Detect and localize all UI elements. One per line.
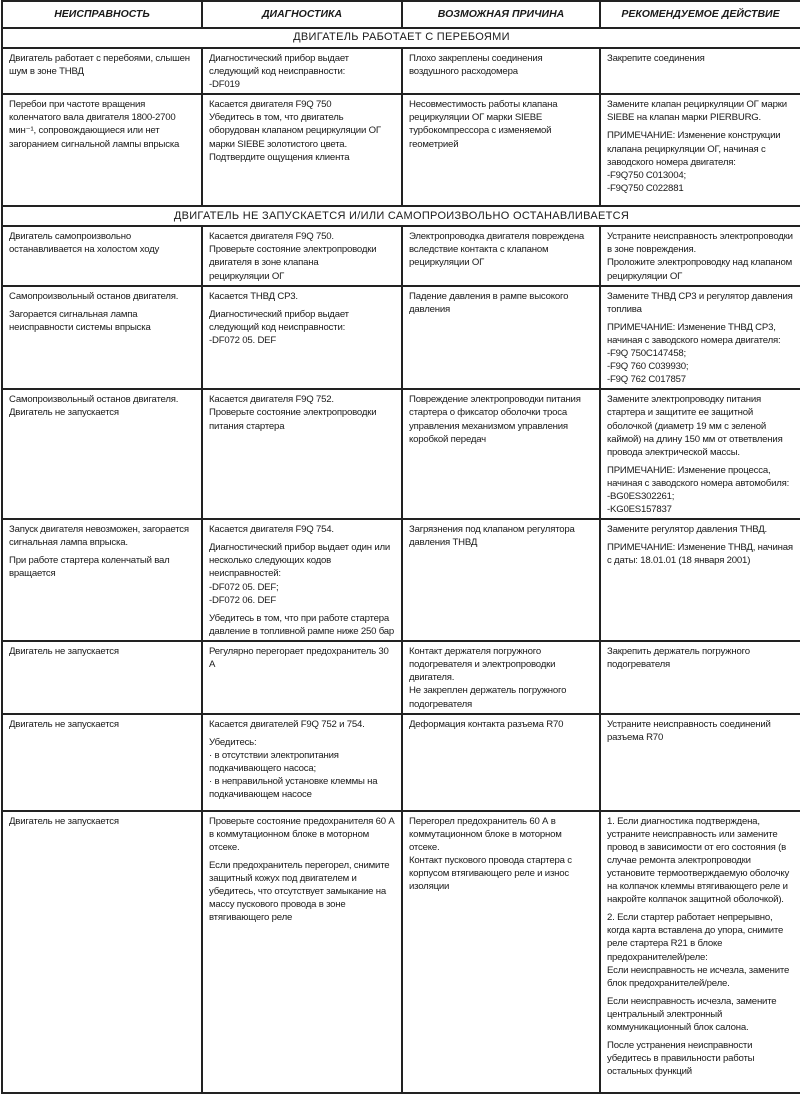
cell-paragraph: При работе стартера коленчатый вал вращается (9, 555, 170, 580)
cell-paragraph: Закрепить держатель погружного подогревателя (607, 646, 750, 671)
table-row (2, 94, 800, 206)
cell-paragraph: Загорается сигнальная лампа неисправности системы впрыска (9, 308, 151, 333)
cell-paragraph: Регулярно перегорает предохранитель 30 А (209, 646, 389, 671)
cell-paragraph: Двигатель не запускается (9, 646, 119, 658)
table-row (2, 389, 800, 519)
table-row (2, 714, 800, 811)
section-title: ДВИГАТЕЛЬ НЕ ЗАПУСКАЕТСЯ И/ИЛИ САМОПРОИЗВОЛЬНО ОСТАНАВЛИВАЕТСЯ (2, 206, 800, 226)
cell-paragraph: Устраните неисправность электропроводки в зоне повреждения. Проложите электропроводку над клапаном рециркуляции ОГ (607, 231, 793, 282)
troubleshooting-table (1, 0, 800, 1094)
action-cell (600, 389, 800, 519)
action-cell (600, 94, 800, 206)
cause-cell (402, 94, 600, 206)
diagnostics-cell (202, 519, 402, 641)
diagnostics-cell (202, 48, 402, 94)
fault-cell (2, 519, 202, 641)
cell-paragraph: Касается двигателя F9Q 752. Проверьте состояние электропроводки питания стартера (209, 394, 377, 432)
cell-paragraph: Касается двигателя F9Q 754. (209, 524, 334, 536)
cell-paragraph: Замените электропроводку питания стартера и защитите ее защитной оболочкой (диаметр 19 мм с зеленой каймой) на длину 150 мм от ответвления провода электрической массы. (607, 394, 783, 458)
action-cell (600, 519, 800, 641)
cell-paragraph: Замените ТНВД CP3 и регулятор давления топлива (607, 290, 793, 315)
cell-paragraph: ПРИМЕЧАНИЕ: Изменение ТНВД CP3, начиная с заводского номера двигателя: -F9Q 750C147458; -F9Q 760 C039930; -F9Q 762 C017857 (607, 321, 781, 386)
fault-cell (2, 286, 202, 390)
cell-paragraph: Двигатель не запускается (9, 718, 119, 730)
section-title: ДВИГАТЕЛЬ РАБОТАЕТ С ПЕРЕБОЯМИ (2, 28, 800, 48)
cell-paragraph: Диагностический прибор выдает следующий код неисправности: -DF072 05. DEF (209, 308, 349, 346)
cause-cell (402, 519, 600, 641)
diagnostics-cell (202, 94, 402, 206)
action-cell (600, 286, 800, 390)
cell-paragraph: Двигатель работает с перебоями, слышен шум в зоне ТНВД (9, 53, 190, 78)
action-cell (600, 714, 800, 811)
table-row (2, 641, 800, 713)
cell-paragraph: Касается двигателя F9Q 750 Убедитесь в том, что двигатель оборудован клапаном рециркуляции ОГ марки SIEBE золотистого цвета. Подтвердите ощущения клиента (209, 99, 381, 163)
diagnostics-cell (202, 811, 402, 1093)
table-row (2, 226, 800, 285)
action-cell (600, 641, 800, 713)
table-row (2, 811, 800, 1093)
cell-paragraph: Несовместимость работы клапана рециркуляции ОГ марки SIEBE турбокомпрессора с изменяемой геометрией (409, 99, 558, 150)
action-cell (600, 226, 800, 285)
section-row (2, 206, 800, 226)
cell-paragraph: Самопроизвольный останов двигателя. (9, 290, 179, 302)
header-action: РЕКОМЕНДУЕМОЕ ДЕЙСТВИЕ (600, 1, 800, 28)
action-cell (600, 48, 800, 94)
fault-cell (2, 811, 202, 1093)
cell-paragraph: Касается ТНВД CP3. (209, 290, 298, 302)
cell-paragraph: После устранения неисправности убедитесь в правильности работы остальных функций (607, 1040, 755, 1078)
diagnostics-cell (202, 714, 402, 811)
table-row (2, 48, 800, 94)
cell-paragraph: Самопроизвольный останов двигателя. Двигатель не запускается (9, 394, 179, 419)
table-row (2, 286, 800, 390)
cell-paragraph: Плохо закреплены соединения воздушного расходомера (409, 53, 543, 78)
diagnostics-cell (202, 389, 402, 519)
action-cell (600, 811, 800, 1093)
table-row (2, 519, 800, 641)
cause-cell (402, 641, 600, 713)
cell-paragraph: Если неисправность исчезла, замените центральный электронный коммуникационный блок салона. (607, 995, 777, 1034)
cause-cell (402, 286, 600, 390)
cell-paragraph: Контакт держателя погружного подогревателя и электропроводки двигателя. Не закреплен держатель погружного подогревателя (409, 646, 567, 710)
cell-paragraph: Перегорел предохранитель 60 А в коммутационном блоке в моторном отсеке. Контакт пускового провода стартера с корпусом втягивающего реле и износ изоляции (409, 815, 572, 893)
cell-paragraph: Электропроводка двигателя повреждена вследствие контакта с клапаном рециркуляции ОГ (409, 231, 585, 269)
cell-paragraph: 1. Если диагностика подтверждена, устраните неисправность или замените провод в зависимости от его состояния (в случае ремонта электропроводки установите термоотверждаемую оболочку на колпачок клеммы втягивающего реле и накройте колпачок защитной оболочкой). (607, 815, 790, 906)
header-diagnostics: ДИАГНОСТИКА (202, 1, 402, 28)
fault-cell (2, 714, 202, 811)
cell-paragraph: Двигатель самопроизвольно останавливается на холостом ходу (9, 231, 160, 256)
cell-paragraph: Если предохранитель перегорел, снимите защитный кожух под двигателем и убедитесь, что отсутствует замыкание на массу пускового провода в зоне втягивающего реле (209, 859, 390, 924)
diagnostics-cell (202, 226, 402, 285)
cause-cell (402, 389, 600, 519)
cell-paragraph: Касается двигателя F9Q 750. Проверьте состояние электропроводки двигателя в зоне клапана рециркуляции ОГ (209, 231, 377, 282)
header-row (2, 1, 800, 28)
fault-cell (2, 641, 202, 713)
cell-paragraph: Запуск двигателя невозможен, загорается сигнальная лампа впрыска. (9, 524, 189, 549)
cell-paragraph: Перебои при частоте вращения коленчатого вала двигателя 1800-2700 мин⁻¹, сопровождающиеся или нет загоранием сигнальной лампы впрыска (9, 99, 180, 150)
cell-paragraph: Диагностический прибор выдает следующий код неисправности: -DF019 (209, 53, 349, 91)
diagnostics-cell (202, 641, 402, 713)
cell-paragraph: Замените клапан рециркуляции ОГ марки SIEBE на клапан марки PIERBURG. (607, 99, 787, 124)
cell-paragraph: ПРИМЕЧАНИЕ: Изменение конструкции клапана рециркуляции ОГ, начиная с заводского номера двигателя: -F9Q750 C013004; -F9Q750 C022881 (607, 130, 781, 194)
cell-paragraph: Загрязнения под клапаном регулятора давления ТНВД (409, 524, 575, 549)
cell-paragraph: Касается двигателей F9Q 752 и 754. (209, 718, 365, 730)
fault-cell (2, 226, 202, 285)
cause-cell (402, 48, 600, 94)
cell-paragraph: Двигатель не запускается (9, 815, 119, 827)
cell-paragraph: ПРИМЕЧАНИЕ: Изменение ТНВД, начиная с даты: 18.01.01 (18 января 2001) (607, 542, 793, 567)
cell-paragraph: 2. Если стартер работает непрерывно, когда карта вставлена до упора, снимите реле стартера R21 в блоке предохранителей/реле: Если неисправность не исчезла, замените блок предохранителей/реле. (607, 912, 790, 989)
cell-paragraph: Убедитесь в том, что при работе стартера давление в топливной рампе ниже 250 бар (209, 612, 395, 637)
fault-cell (2, 94, 202, 206)
cell-paragraph: Деформация контакта разъема R70 (409, 718, 564, 730)
cell-paragraph: Повреждение электропроводки питания стартера о фиксатор оболочки троса управления механизмом управления коробкой передач (409, 394, 581, 445)
cause-cell (402, 226, 600, 285)
fault-cell (2, 389, 202, 519)
header-cause: ВОЗМОЖНАЯ ПРИЧИНА (402, 1, 600, 28)
cell-paragraph: Падение давления в рампе высокого давления (409, 290, 569, 315)
cell-paragraph: ПРИМЕЧАНИЕ: Изменение процесса, начиная с заводского номера автомобиля: -BG0ES302261; -KG0ES157837 (607, 464, 790, 516)
cause-cell (402, 714, 600, 811)
cell-paragraph: Диагностический прибор выдает один или несколько следующих кодов неисправностей: -DF072 05. DEF; -DF072 06. DEF (209, 542, 391, 606)
cell-paragraph: Устраните неисправность соединений разъема R70 (607, 718, 771, 743)
diagnostics-cell (202, 286, 402, 390)
cell-paragraph: Проверьте состояние предохранителя 60 А в коммутационном блоке в моторном отсеке. (209, 815, 395, 853)
cause-cell (402, 811, 600, 1093)
cell-paragraph: Убедитесь: · в отсутствии электропитания подкачивающего насоса; · в неправильной установке клеммы на подкачивающем насосе (209, 736, 378, 801)
section-row (2, 28, 800, 48)
cell-paragraph: Закрепите соединения (607, 53, 705, 64)
cell-paragraph: Замените регулятор давления ТНВД. (607, 524, 767, 536)
fault-cell (2, 48, 202, 94)
header-fault: НЕИСПРАВНОСТЬ (2, 1, 202, 28)
